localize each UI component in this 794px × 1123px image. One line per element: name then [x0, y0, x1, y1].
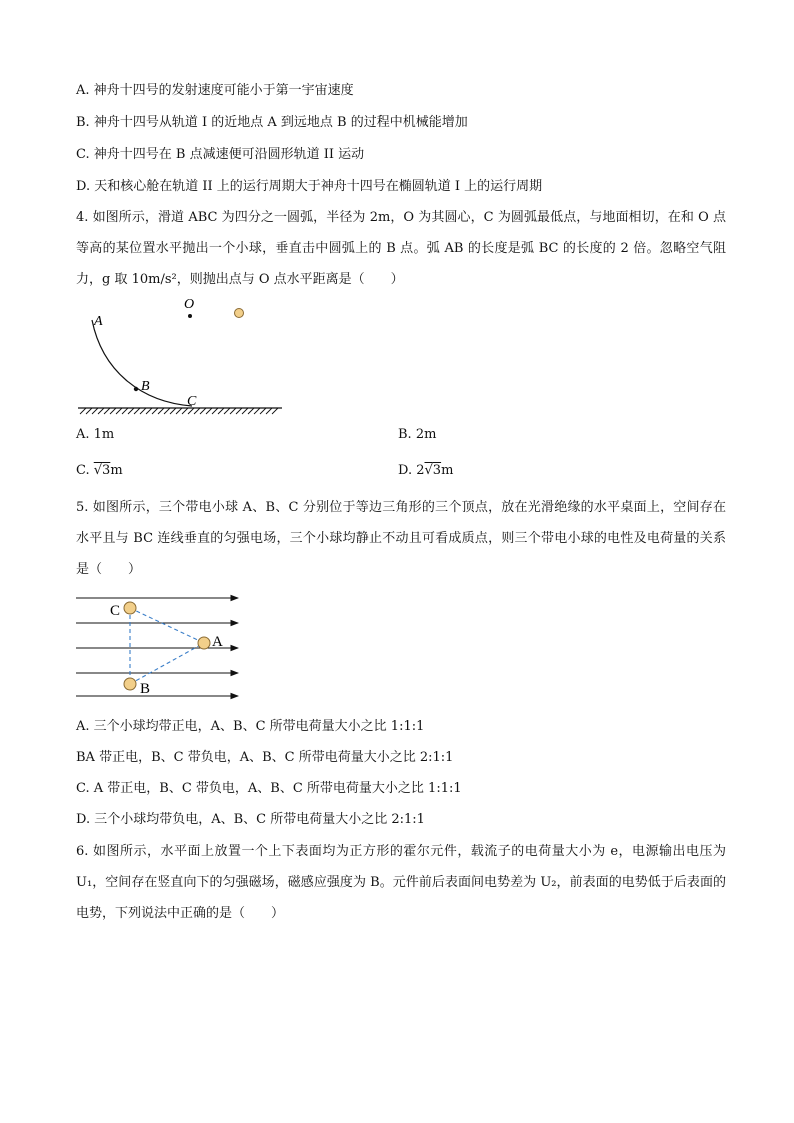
thrown-ball — [235, 309, 244, 318]
point-o — [188, 314, 192, 318]
q4-option-b: B. 2m — [398, 427, 437, 442]
ball-c — [124, 602, 136, 614]
q5-option-a: A. 三个小球均带正电，A、B、C 所带电荷量大小之比 1:1:1 — [76, 719, 425, 734]
label-b: B — [141, 379, 150, 394]
label-c: C — [187, 394, 197, 409]
ball-a — [198, 637, 210, 649]
label-a: A — [212, 634, 223, 650]
q4-figure — [70, 292, 290, 416]
label-a: A — [94, 314, 103, 329]
q5-figure — [74, 590, 244, 706]
q5-option-b: BA 带正电，B、C 带负电，A、B、C 所带电荷量大小之比 2:1:1 — [76, 750, 454, 765]
ball-b — [124, 678, 136, 690]
q3-option-c: C. 神舟十四号在 B 点减速便可沿圆形轨道 II 运动 — [76, 147, 365, 162]
q3-option-d: D. 天和核心舱在轨道 II 上的运行周期大于神舟十四号在椭圆轨道 I 上的运行周期 — [76, 179, 543, 194]
q3-option-b: B. 神舟十四号从轨道 I 的近地点 A 到远地点 B 的过程中机械能增加 — [76, 115, 468, 130]
sqrt-sign: √ — [424, 463, 433, 478]
q4-option-c: C. √3m — [76, 463, 123, 478]
label-b: B — [140, 681, 151, 697]
label-c: C — [110, 603, 121, 619]
q6-stem: 6. 如图所示，水平面上放置一个上下表面均为正方形的霍尔元件，载流子的电荷量大小为 e，电源输出电压为 U₁，空间存在竖直向下的匀强磁场，磁感应强度为 B。元件前后表面间电势差为 U₂，前表面的电势低于后表面的电势，下列说法中正确的是（ ） — [76, 844, 726, 921]
ground-hatch — [80, 408, 278, 414]
q3-option-a: A. 神舟十四号的发射速度可能小于第一宇宙速度 — [76, 83, 354, 98]
q5-option-c: C. A 带正电，B、C 带负电，A、B、C 所带电荷量大小之比 1:1:1 — [76, 781, 462, 796]
q5-stem: 5. 如图所示，三个带电小球 A、B、C 分别位于等边三角形的三个顶点，放在光滑绝缘的水平桌面上，空间存在水平且与 BC 连线垂直的匀强电场，三个小球均静止不动且可看成质点，则三个带电小球的电性及电荷量的关系是（ ） — [76, 500, 726, 577]
q5-option-d: D. 三个小球均带负电，A、B、C 所带电荷量大小之比 2:1:1 — [76, 812, 425, 827]
point-b — [134, 387, 138, 391]
sqrt-sign: √ — [93, 463, 103, 478]
q4-option-d: D. 2√3m — [398, 463, 454, 478]
q4-stem: 4. 如图所示，滑道 ABC 为四分之一圆弧，半径为 2m，O 为其圆心，C 为圆弧最低点，与地面相切，在和 O 点等高的某位置水平抛出一个小球，垂直击中圆弧上的 B 点。弧 AB 的长度是弧 BC 的长度的 2 倍。忽略空气阻力，g 取 10m/s²，则抛出点与 O 点水平距离是（ ） — [76, 210, 726, 287]
label-o: O — [184, 297, 195, 312]
q4-option-a: A. 1m — [76, 427, 115, 442]
